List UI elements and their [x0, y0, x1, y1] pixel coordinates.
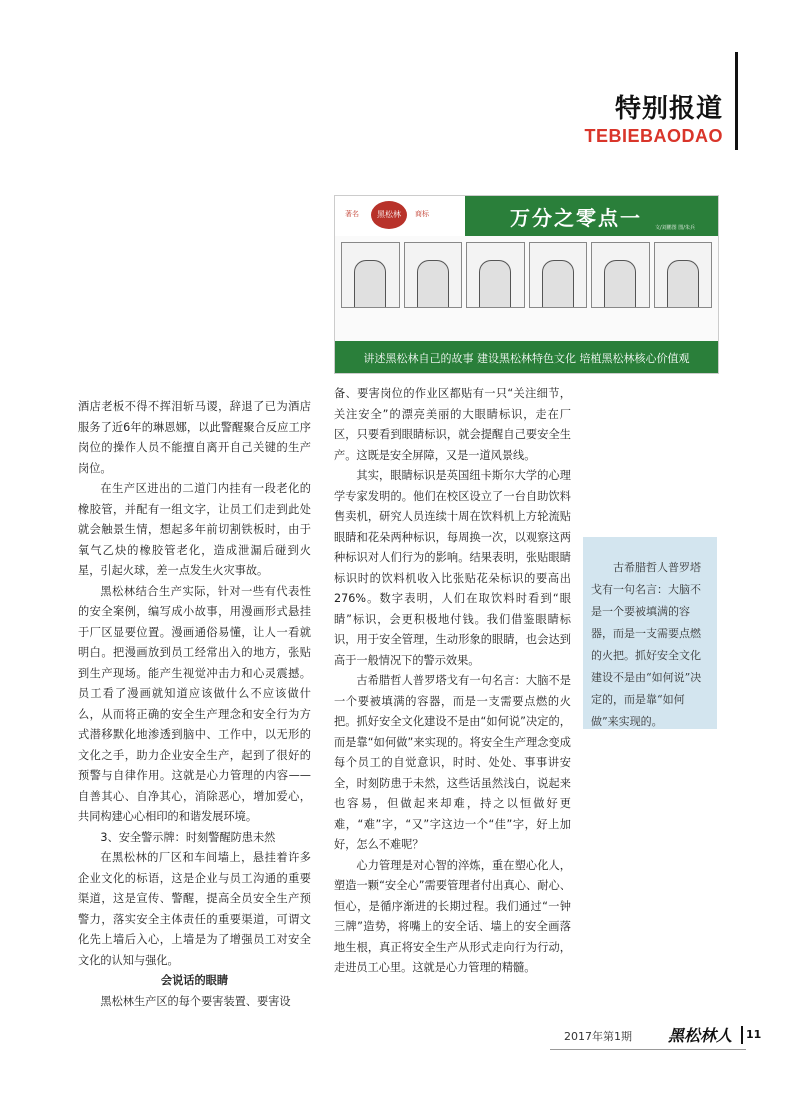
figure-illustration — [417, 260, 449, 307]
page-number: 11 — [746, 1028, 762, 1041]
article-paragraph: 在生产区进出的二道门内挂有一段老化的橡胶管，并配有一组文字，让员工们走到此处就会触景生情，想起多年前切割铁板时，由于氧气乙炔的橡胶管老化，造成泄漏后碰到火星，引起火球，差一点发生火灾事故。 — [78, 482, 311, 577]
comic-panel-4 — [529, 242, 588, 308]
logo-text-right: 商标 — [415, 210, 429, 218]
banner-slogan: 讲述黑松林自己的故事 建设黑松林特色文化 培植黑松林核心价值观 — [363, 352, 690, 365]
caption-placeholder — [341, 312, 400, 334]
article-paragraph: 古希腊哲人普罗塔戈有一句名言：大脑不是一个要被填满的容器，而是一支需要点燃的火把。抓好安全文化建设不是由“如何说”决定的，而是靠“如何做”来实现的。将安全生产理念变成每个员工的自觉意识，时时、处处、事事讲安全，时刻防患于未然，这些话虽然浅白，说起来也容易，但做起来却难，持之以恒做好更难，“难”字，“又”字这边一个“佳”字，好上加好，怎么不难呢？ — [334, 674, 571, 851]
magazine-logo: 黑松林人 — [668, 1026, 733, 1045]
comic-strip — [341, 242, 712, 308]
section-subtitle: TEBIEBAODAO — [584, 126, 723, 146]
caption-placeholder — [591, 312, 650, 334]
comic-panel-6 — [654, 242, 713, 308]
caption-placeholder — [404, 312, 463, 334]
logo-text-left: 著名 — [345, 210, 359, 218]
subsection-heading: 会说话的眼睛 — [160, 974, 229, 987]
article-paragraph: 其实，眼睛标识是英国纽卡斯尔大学的心理学专家发明的。他们在校区设立了一台自助饮料售卖机，研究人员连续十周在饮料机上方轮流贴眼睛和花朵两种标识，每周换一次，以观察这两种标识对人们行为的影响。结果表明，张贴眼睛标识时的饮料机收入比张贴花朵标识的要高出276%。数字表明，人们在取饮料时看到“眼睛”标识，会更积极地付钱。我们借鉴眼睛标识，用于安全管理，生动形象的眼睛，也会达到高于一般情况下的警示效果。 — [334, 469, 571, 667]
article-paragraph: 在黑松林的厂区和车间墙上，悬挂着许多企业文化的标语，这是企业与员工沟通的重要渠道，这是宣传、警醒，提高全员安全生产预警力，落实安全主体责任的重要渠道，可谓文化先上墙后入心，上墙是为了增强员工对安全文化的认知与强化。 — [78, 851, 311, 967]
brand-logo — [335, 196, 465, 236]
banner-header — [335, 196, 718, 236]
article-paragraph: 酒店老板不得不挥泪斩马谡，辞退了已为酒店服务了近6年的琳恩娜，以此警醒聚合反应工序岗位的操作人员不能擅自离开自己关键的生产岗位。 — [78, 400, 311, 475]
article-paragraph: 黑松林结合生产实际，针对一些有代表性的安全案例，编写成小故事，用漫画形式悬挂于厂区显要位置。漫画通俗易懂，让人一看就明白。把漫画放到员工经常出入的地方，张贴到生产现场。能产生视觉冲击力和心灵震撼。员工看了漫画就知道应该做什么不应该做什么，从而将正确的安全生产理念和安全行为方式潜移默化地渗透到脑中、工作中，以无形的文化之手，助力企业安全生产，起到了很好的预警与自律作用。这就是心力管理的内容——自善其心、自净其心，消除恶心，增加爱心，共同构建心心相印的和谐发展环境。 — [78, 584, 311, 823]
comic-panel-3 — [466, 242, 525, 308]
header-bar — [735, 52, 738, 150]
figure-illustration — [479, 260, 511, 307]
article-paragraph: 黑松林生产区的每个要害装置、要害设 — [100, 994, 291, 1008]
pull-quote-box — [583, 537, 717, 729]
pull-quote-text: 古希腊哲人普罗塔戈有一句名言：大脑不是一个要被填满的容器，而是一支需要点燃的火把。抓好安全文化建设不是由“如何说”决定的，而是靠“如何做”来实现的。 — [591, 561, 702, 728]
section-title: 特别报道 — [614, 94, 723, 124]
figure-illustration — [542, 260, 574, 307]
banner-title: 万分之零点一 — [510, 206, 642, 230]
article-column-left — [78, 397, 311, 1012]
caption-placeholder — [654, 312, 713, 334]
figure-illustration — [354, 260, 386, 307]
article-paragraph: 3、安全警示牌：时刻警醒防患未然 — [100, 830, 276, 844]
article-column-middle — [334, 384, 571, 979]
caption-placeholder — [466, 312, 525, 334]
figure-illustration — [667, 260, 699, 307]
comic-panel-5 — [591, 242, 650, 308]
caption-placeholder — [529, 312, 588, 334]
logo-mark-icon: 黑松林 — [371, 201, 407, 229]
article-paragraph: 备、要害岗位的作业区都贴有一只“关注细节，关注安全”的漂亮美丽的大眼睛标识，走在厂区，只要看到眼睛标识，就会提醒自己要安全生产。这既是安全屏障，又是一道风景线。 — [334, 387, 571, 462]
banner-credit: 文/刘鹏图 图/朱兵 — [655, 225, 695, 231]
banner-footer — [335, 341, 718, 373]
footer-divider — [741, 1026, 743, 1044]
comic-banner — [334, 195, 719, 374]
article-paragraph: 心力管理是对心智的淬炼，重在塑心化人，塑造一颗“安全心”需要管理者付出真心、耐心、恒心，是循序渐进的长期过程。我们通过“一钟三牌”造势，将嘴上的安全话、墙上的安全画落地生根，真正将安全生产从形式走向行为行动，走进员工心里。这就是心力管理的精髓。 — [334, 858, 571, 974]
issue-date: 2017年第1期 — [564, 1030, 632, 1043]
comic-panel-1 — [341, 242, 400, 308]
figure-illustration — [604, 260, 636, 307]
footer-rule — [550, 1049, 746, 1050]
comic-panel-2 — [404, 242, 463, 308]
comic-captions — [341, 312, 712, 334]
